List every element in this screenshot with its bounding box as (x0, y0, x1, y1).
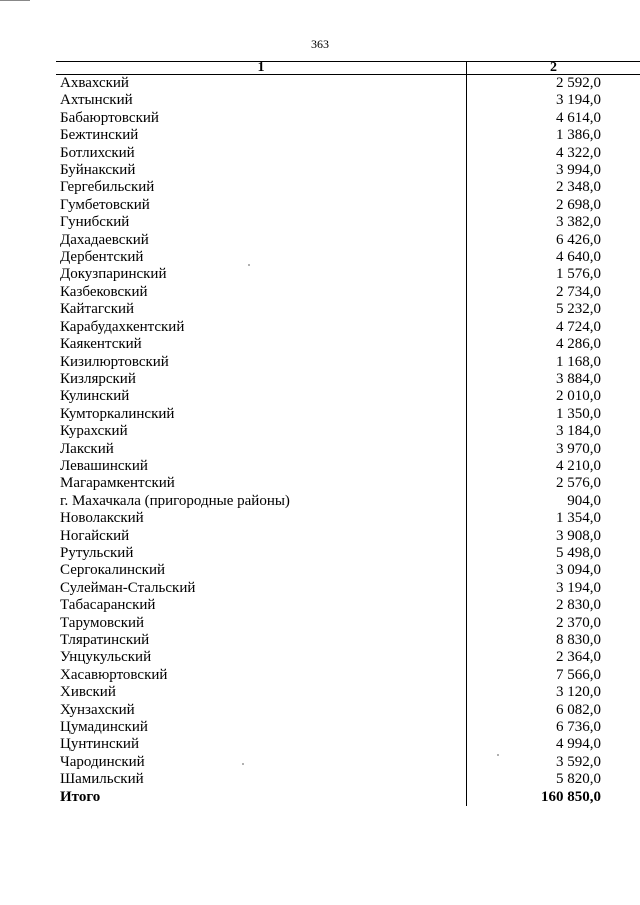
scan-edge-mark (0, 0, 30, 5)
table-row (56, 580, 640, 597)
header-row (56, 62, 640, 75)
table-row (56, 632, 640, 649)
total-row (56, 789, 640, 806)
district-value: 3 194,0 (556, 92, 601, 109)
table-row (56, 615, 640, 632)
table-row (56, 719, 640, 736)
district-name: Магарамкентский (56, 475, 467, 492)
district-value: 2 348,0 (556, 179, 601, 196)
table-row (56, 388, 640, 405)
district-value: 2 576,0 (556, 475, 601, 492)
table-row (56, 249, 640, 266)
allocation-table (56, 61, 640, 806)
table-row (56, 423, 640, 440)
district-value: 4 724,0 (556, 318, 601, 335)
district-value: 3 994,0 (556, 162, 601, 179)
district-name: Табасаранский (56, 597, 467, 614)
district-value: 904,0 (567, 492, 601, 509)
district-value: 3 120,0 (556, 684, 601, 701)
district-value: 2 734,0 (556, 283, 601, 300)
table-row (56, 406, 640, 423)
district-value: 8 830,0 (556, 632, 601, 648)
table-row (56, 284, 640, 301)
district-name: Кизилюртовский (56, 354, 467, 371)
table-row (56, 684, 640, 701)
district-value: 2 698,0 (556, 196, 601, 213)
table-row (56, 319, 640, 336)
district-name: Карабудахкентский (56, 319, 467, 336)
table-row (56, 162, 640, 179)
total-value: 160 850,0 (541, 788, 601, 805)
district-value: 4 286,0 (556, 336, 601, 353)
district-value: 4 322,0 (556, 144, 601, 161)
district-name: Ботлихский (56, 145, 467, 162)
table-row (56, 667, 640, 684)
district-name: г. Махачкала (пригородные районы) (56, 493, 467, 510)
district-name: Новолакский (56, 510, 467, 527)
district-value: 5 498,0 (556, 544, 601, 561)
district-name: Кизлярский (56, 371, 467, 388)
district-value: 2 010,0 (556, 388, 601, 405)
table-row (56, 127, 640, 144)
district-value: 3 592,0 (556, 753, 601, 770)
table-row (56, 528, 640, 545)
district-value: 7 566,0 (556, 666, 601, 683)
table-row (56, 545, 640, 562)
district-value: 3 382,0 (556, 214, 601, 231)
table-row (56, 92, 640, 109)
district-value: 4 614,0 (556, 109, 601, 126)
table-row (56, 493, 640, 510)
district-name: Кайтагский (56, 301, 467, 318)
table-row (56, 214, 640, 231)
district-value: 3 184,0 (556, 423, 601, 440)
district-name: Кулинский (56, 388, 467, 405)
table-row (56, 145, 640, 162)
column-header-1: 1 (56, 62, 467, 75)
table-row (56, 475, 640, 492)
table-row (56, 458, 640, 475)
table-body (56, 75, 640, 807)
district-value: 3 094,0 (556, 562, 601, 579)
district-value: 5 232,0 (556, 301, 601, 318)
district-value: 2 830,0 (556, 597, 601, 614)
district-name: Лакский (56, 441, 467, 458)
district-name: Хунзахский (56, 702, 467, 719)
district-value: 6 426,0 (556, 231, 601, 248)
district-value: 1 354,0 (556, 510, 601, 527)
total-label: Итого (56, 789, 467, 806)
table-row (56, 736, 640, 753)
district-name: Цумадинский (56, 719, 467, 736)
district-value: 3 884,0 (556, 370, 601, 387)
table-row (56, 75, 640, 93)
district-value: 1 168,0 (556, 353, 601, 370)
district-name: Курахский (56, 423, 467, 440)
district-name: Чародинский (56, 754, 467, 771)
table-row (56, 232, 640, 249)
table-row (56, 266, 640, 283)
district-name: Ахвахский (56, 75, 467, 93)
district-name: Унцукульский (56, 649, 467, 666)
scan-speck (497, 754, 499, 756)
district-name: Дахадаевский (56, 232, 467, 249)
district-value: 6 082,0 (556, 701, 601, 718)
district-name: Дербентский (56, 249, 467, 266)
district-name: Кумторкалинский (56, 406, 467, 423)
district-name: Гунибский (56, 214, 467, 231)
district-name: Докузпаринский (56, 266, 467, 283)
table-row (56, 562, 640, 579)
table-row (56, 771, 640, 788)
table-row (56, 110, 640, 127)
district-name: Бежтинский (56, 127, 467, 144)
district-name: Ногайский (56, 528, 467, 545)
district-value: 6 736,0 (556, 719, 601, 736)
table-row (56, 702, 640, 719)
district-name: Ахтынский (56, 92, 467, 109)
table-row (56, 354, 640, 371)
district-value: 1 386,0 (556, 127, 601, 144)
district-name: Сулейман-Стальский (56, 580, 467, 597)
district-value: 2 364,0 (556, 649, 601, 666)
table-row (56, 197, 640, 214)
table-row (56, 336, 640, 353)
district-name: Хивский (56, 684, 467, 701)
district-name: Гумбетовский (56, 197, 467, 214)
district-name: Рутульский (56, 545, 467, 562)
district-name: Казбековский (56, 284, 467, 301)
table-row (56, 371, 640, 388)
district-value: 2 370,0 (556, 614, 601, 631)
district-name: Тляратинский (56, 632, 467, 649)
table-header (56, 62, 640, 75)
district-value: 4 994,0 (556, 736, 601, 753)
page-number: 363 (311, 37, 329, 51)
district-name: Цунтинский (56, 736, 467, 753)
scan-speck (242, 763, 244, 765)
district-name: Хасавюртовский (56, 667, 467, 684)
district-name: Буйнакский (56, 162, 467, 179)
district-value: 1 576,0 (556, 266, 601, 283)
district-name: Сергокалинский (56, 562, 467, 579)
district-name: Тарумовский (56, 615, 467, 632)
district-value: 4 210,0 (556, 457, 601, 474)
district-name: Шамильский (56, 771, 467, 788)
table-row (56, 649, 640, 666)
table-row (56, 441, 640, 458)
table-row (56, 301, 640, 318)
table-row (56, 754, 640, 771)
table-row (56, 510, 640, 527)
district-value: 1 350,0 (556, 405, 601, 422)
table-row (56, 179, 640, 196)
district-name: Гергебильский (56, 179, 467, 196)
district-name: Каякентский (56, 336, 467, 353)
district-value: 3 194,0 (556, 579, 601, 596)
district-value: 3 970,0 (556, 440, 601, 457)
allocation-table-container (56, 61, 640, 806)
district-value: 5 820,0 (556, 771, 601, 788)
table-row (56, 597, 640, 614)
district-value: 2 592,0 (556, 75, 601, 91)
district-name: Левашинский (56, 458, 467, 475)
scan-speck (248, 264, 250, 266)
district-value: 4 640,0 (556, 249, 601, 266)
district-value: 3 908,0 (556, 527, 601, 544)
district-name: Бабаюртовский (56, 110, 467, 127)
column-header-2: 2 (467, 62, 640, 75)
